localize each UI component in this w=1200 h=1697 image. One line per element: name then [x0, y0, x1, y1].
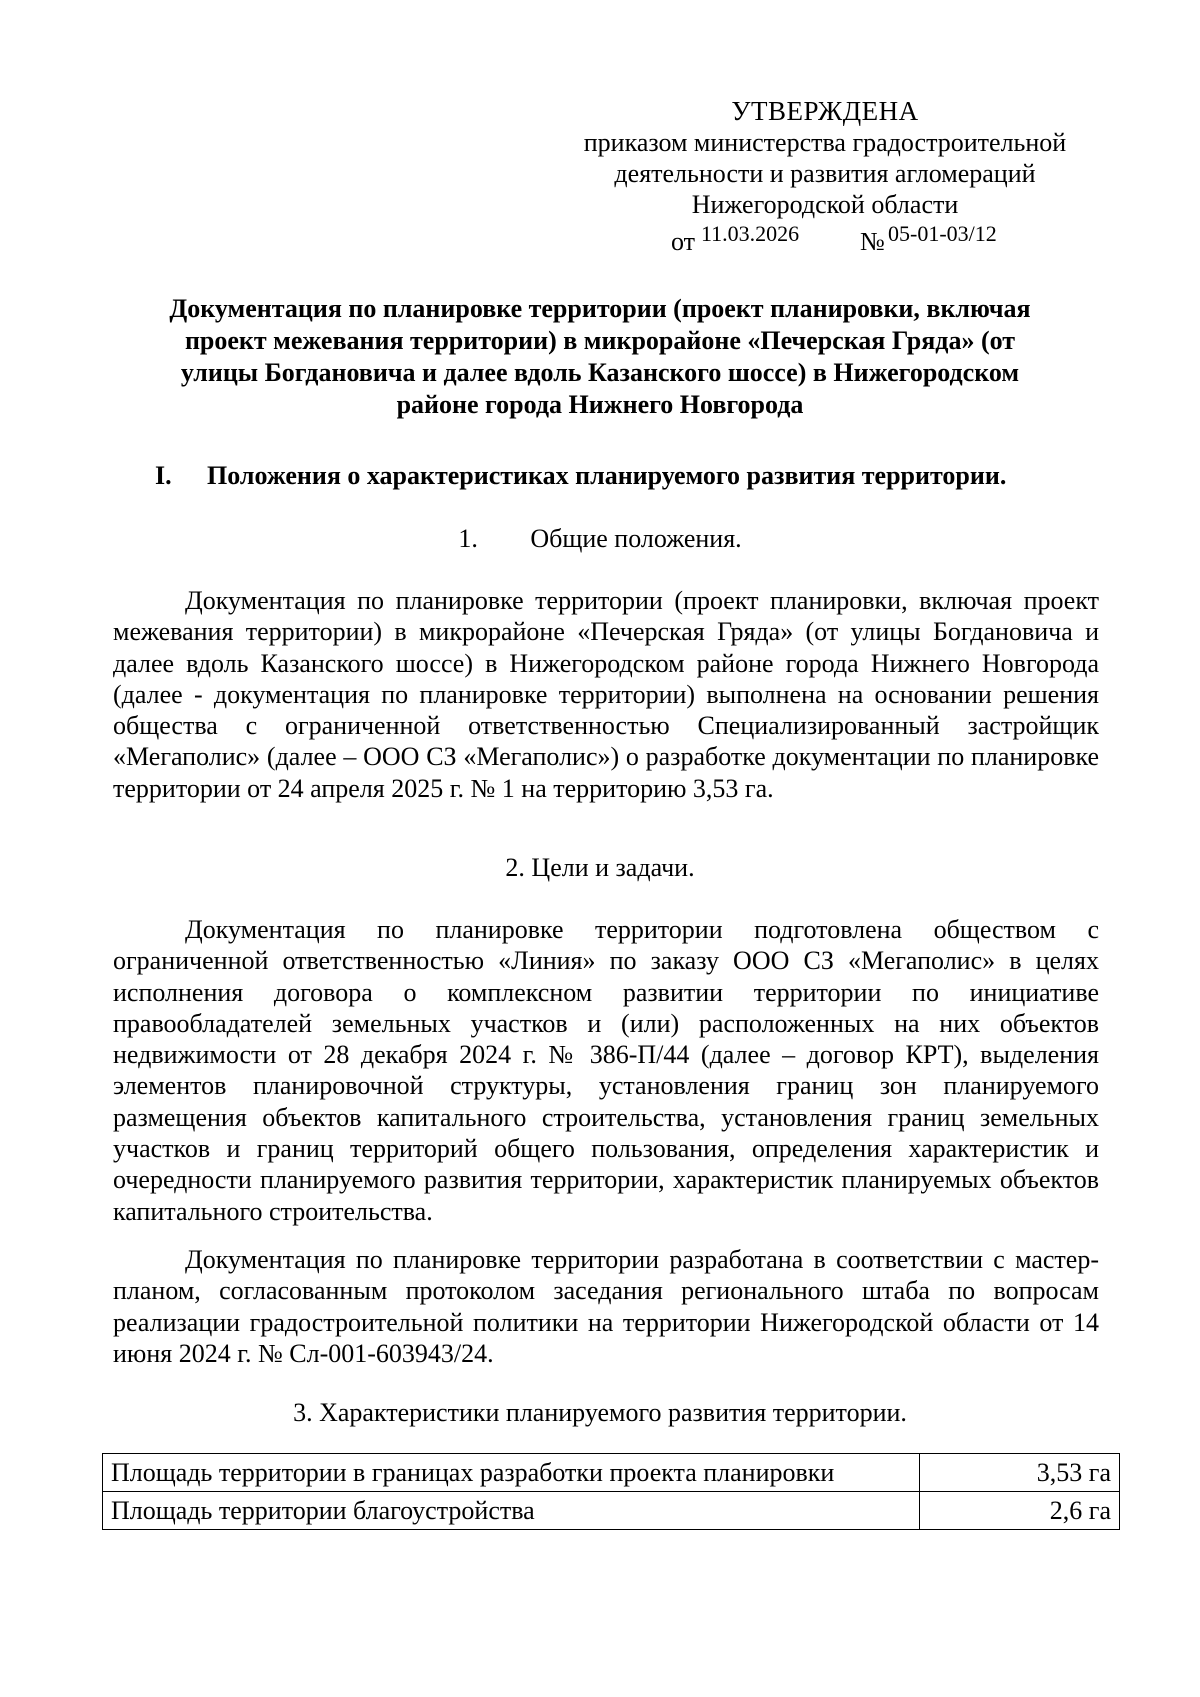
- approval-heading: УТВЕРЖДЕНА: [731, 96, 919, 126]
- title-line: улицы Богдановича и далее вдоль Казанского шоссе) в Нижегородском: [180, 358, 1020, 387]
- subsection-1-heading: [0, 523, 1200, 555]
- title-line: районе города Нижнего Новгорода: [396, 390, 804, 419]
- title-line: Документация по планировке территории (проект планировки, включая: [169, 294, 1031, 323]
- section-heading: [155, 460, 1105, 492]
- table-row: [103, 1454, 1120, 1492]
- approval-stamp: [545, 96, 1105, 256]
- characteristics-table: [102, 1453, 1120, 1530]
- number-prefix: №: [860, 227, 885, 256]
- paragraph-goals: Документация по планировке территории подготовлена обществом с ограниченной ответственностью «Линия» по заказу ООО СЗ «Мегаполис» в целях исполнения договора о комплексном развитии территории по инициативе правообладателей земельных участков и (или) расположенных на них объектов недвижимости от 28 декабря 2024 г. № 386-П/44 (далее – договор КРТ), выделения элементов планировочной структуры, установления границ зон планируемого размещения объектов капитального строительства, установления границ земельных участков и границ территорий общего пользования, определения характеристик и очередности планируемого развития территории, характеристик планируемых объектов капитального строительства.: [113, 915, 1099, 1226]
- subsection-2-heading: 2. Цели и задачи.: [505, 853, 695, 882]
- table-row: [103, 1492, 1120, 1530]
- approval-line-1: приказом министерства градостроительной: [583, 128, 1067, 157]
- document-title: [120, 293, 1080, 421]
- table-cell-label: Площадь территории в границах разработки проекта планировки: [103, 1454, 920, 1492]
- approval-line-3: Нижегородской области: [691, 190, 959, 219]
- subsection-1-number: 1.: [458, 524, 478, 553]
- table-cell-value: 2,6 га: [920, 1492, 1120, 1530]
- title-line: проект межевания территории) в микрорайоне «Печерская Гряда» (от: [184, 326, 1016, 355]
- table-cell-value: 3,53 га: [920, 1454, 1120, 1492]
- section-title: Положения о характеристиках планируемого развития территории.: [207, 461, 1007, 490]
- table-cell-label: Площадь территории благоустройства: [103, 1492, 920, 1530]
- approval-date: 11.03.2026: [701, 221, 800, 246]
- approval-number: 05-01-03/12: [888, 221, 997, 246]
- date-prefix: от: [671, 227, 696, 256]
- paragraph-master-plan: Документация по планировке территории разработана в соответствии с мастер-планом, согласованным протоколом заседания регионального штаба по вопросам реализации градостроительной политики на территории Нижегородской области от 14 июня 2024 г. № Сл-001-603943/24.: [113, 1245, 1099, 1368]
- approval-date-number: [545, 220, 1105, 256]
- section-number: I.: [155, 461, 172, 490]
- approval-line-2: деятельности и развития агломераций: [614, 159, 1036, 188]
- subsection-1-title: Общие положения.: [530, 524, 742, 553]
- subsection-3-heading: 3. Характеристики планируемого развития территории.: [293, 1398, 907, 1427]
- paragraph-general: Документация по планировке территории (проект планировки, включая проект межевания территории) в микрорайоне «Печерская Гряда» (от улицы Богдановича и далее вдоль Казанского шоссе) в Нижегородском районе города Нижнего Новгорода (далее - документация по планировке территории) выполнена на основании решения общества с ограниченной ответственностью Специализированный застройщик «Мегаполис» (далее – ООО СЗ «Мегаполис») о разработке документации по планировке территории от 24 апреля 2025 г. № 1 на территорию 3,53 га.: [113, 586, 1099, 803]
